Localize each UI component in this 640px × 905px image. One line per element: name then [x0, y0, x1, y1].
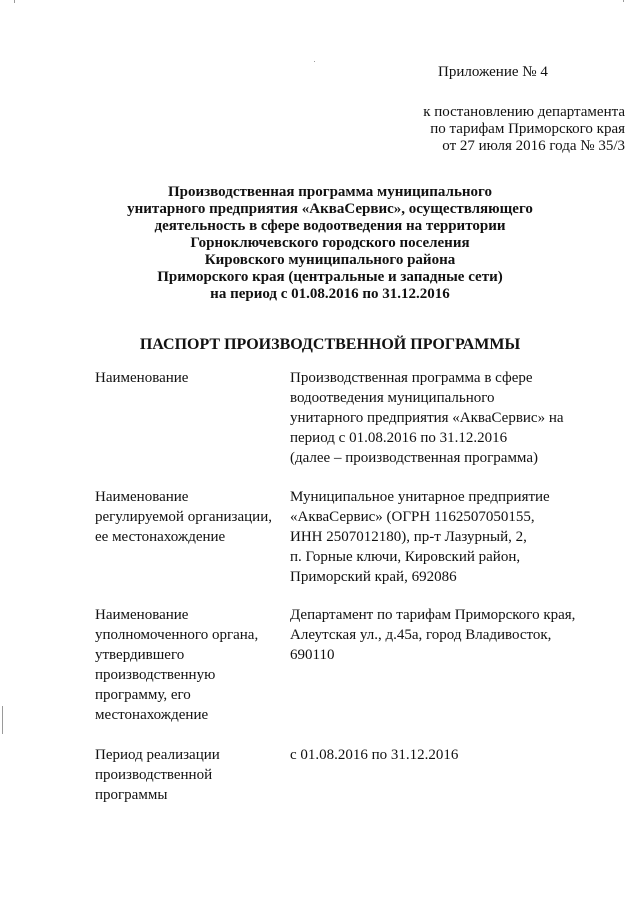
scan-dot [314, 61, 315, 62]
label-line: Наименование [95, 370, 189, 386]
value-line: Производственная программа в сфере [290, 370, 533, 386]
passport-row-label [95, 487, 285, 547]
label-line: производственную [95, 667, 216, 683]
label-line: утвердившего [95, 647, 185, 663]
label-line: местонахождение [95, 707, 209, 723]
program-title-line: на период с 01.08.2016 по 31.12.2016 [210, 286, 450, 302]
program-title [80, 184, 580, 303]
value-line: унитарного предприятия «АкваСервис» на [290, 410, 564, 426]
value-line: 690110 [290, 647, 335, 663]
passport-row-value [290, 605, 610, 665]
value-line: водоотведения муниципального [290, 390, 495, 406]
label-line: производственной [95, 767, 213, 783]
value-line: ИНН 2507012180), пр-т Лазурный, 2, [290, 529, 527, 545]
value-line: Приморский край, 692086 [290, 569, 457, 585]
resolution-reference [385, 104, 625, 155]
scan-edge-mark [2, 706, 3, 734]
program-title-line: деятельность в сфере водоотведения на территории [154, 218, 506, 234]
reference-line: от 27 июля 2016 года № 35/3 [442, 138, 625, 154]
program-title-line: Горноключевского городского поселения [190, 235, 470, 251]
reference-line: по тарифам Приморского края [430, 121, 625, 137]
passport-row-value [290, 487, 610, 587]
label-line: Период реализации [95, 747, 220, 763]
value-line: Муниципальное унитарное предприятие [290, 489, 550, 505]
reference-line: к постановлению департамента [423, 104, 625, 120]
passport-row-label [95, 605, 285, 725]
value-line: Департамент по тарифам Приморского края, [290, 607, 576, 623]
label-line: программу, его [95, 687, 191, 703]
program-title-line: Производственная программа муниципального [168, 184, 492, 200]
program-title-line: Кировского муниципального района [204, 252, 456, 268]
value-line: п. Горные ключи, Кировский район, [290, 549, 521, 565]
label-line: программы [95, 787, 168, 803]
passport-row-value [290, 368, 610, 468]
label-line: Наименование [95, 607, 189, 623]
passport-row-label [95, 368, 285, 388]
value-line: «АкваСервис» (ОГРН 1162507050155, [290, 509, 535, 525]
label-line: уполномоченного органа, [95, 627, 259, 643]
label-line: регулируемой организации, [95, 509, 272, 525]
program-title-line: Приморского края (центральные и западные сети) [157, 269, 503, 285]
value-line: период с 01.08.2016 по 31.12.2016 [290, 430, 508, 446]
appendix-number: Приложение № 4 [438, 64, 548, 80]
value-line: Алеутская ул., д.45а, город Владивосток, [290, 627, 552, 643]
value-line: с 01.08.2016 по 31.12.2016 [290, 747, 459, 763]
label-line: Наименование [95, 489, 189, 505]
value-line: (далее – производственная программа) [290, 450, 538, 466]
program-title-line: унитарного предприятия «АкваСервис», осуществляющего [127, 201, 533, 217]
passport-row-value [290, 745, 610, 765]
scan-edge-mark [623, 0, 624, 2]
label-line: ее местонахождение [95, 529, 226, 545]
passport-row-label [95, 745, 285, 805]
scan-edge-mark [14, 0, 15, 3]
passport-heading: ПАСПОРТ ПРОИЗВОДСТВЕННОЙ ПРОГРАММЫ [139, 336, 521, 353]
